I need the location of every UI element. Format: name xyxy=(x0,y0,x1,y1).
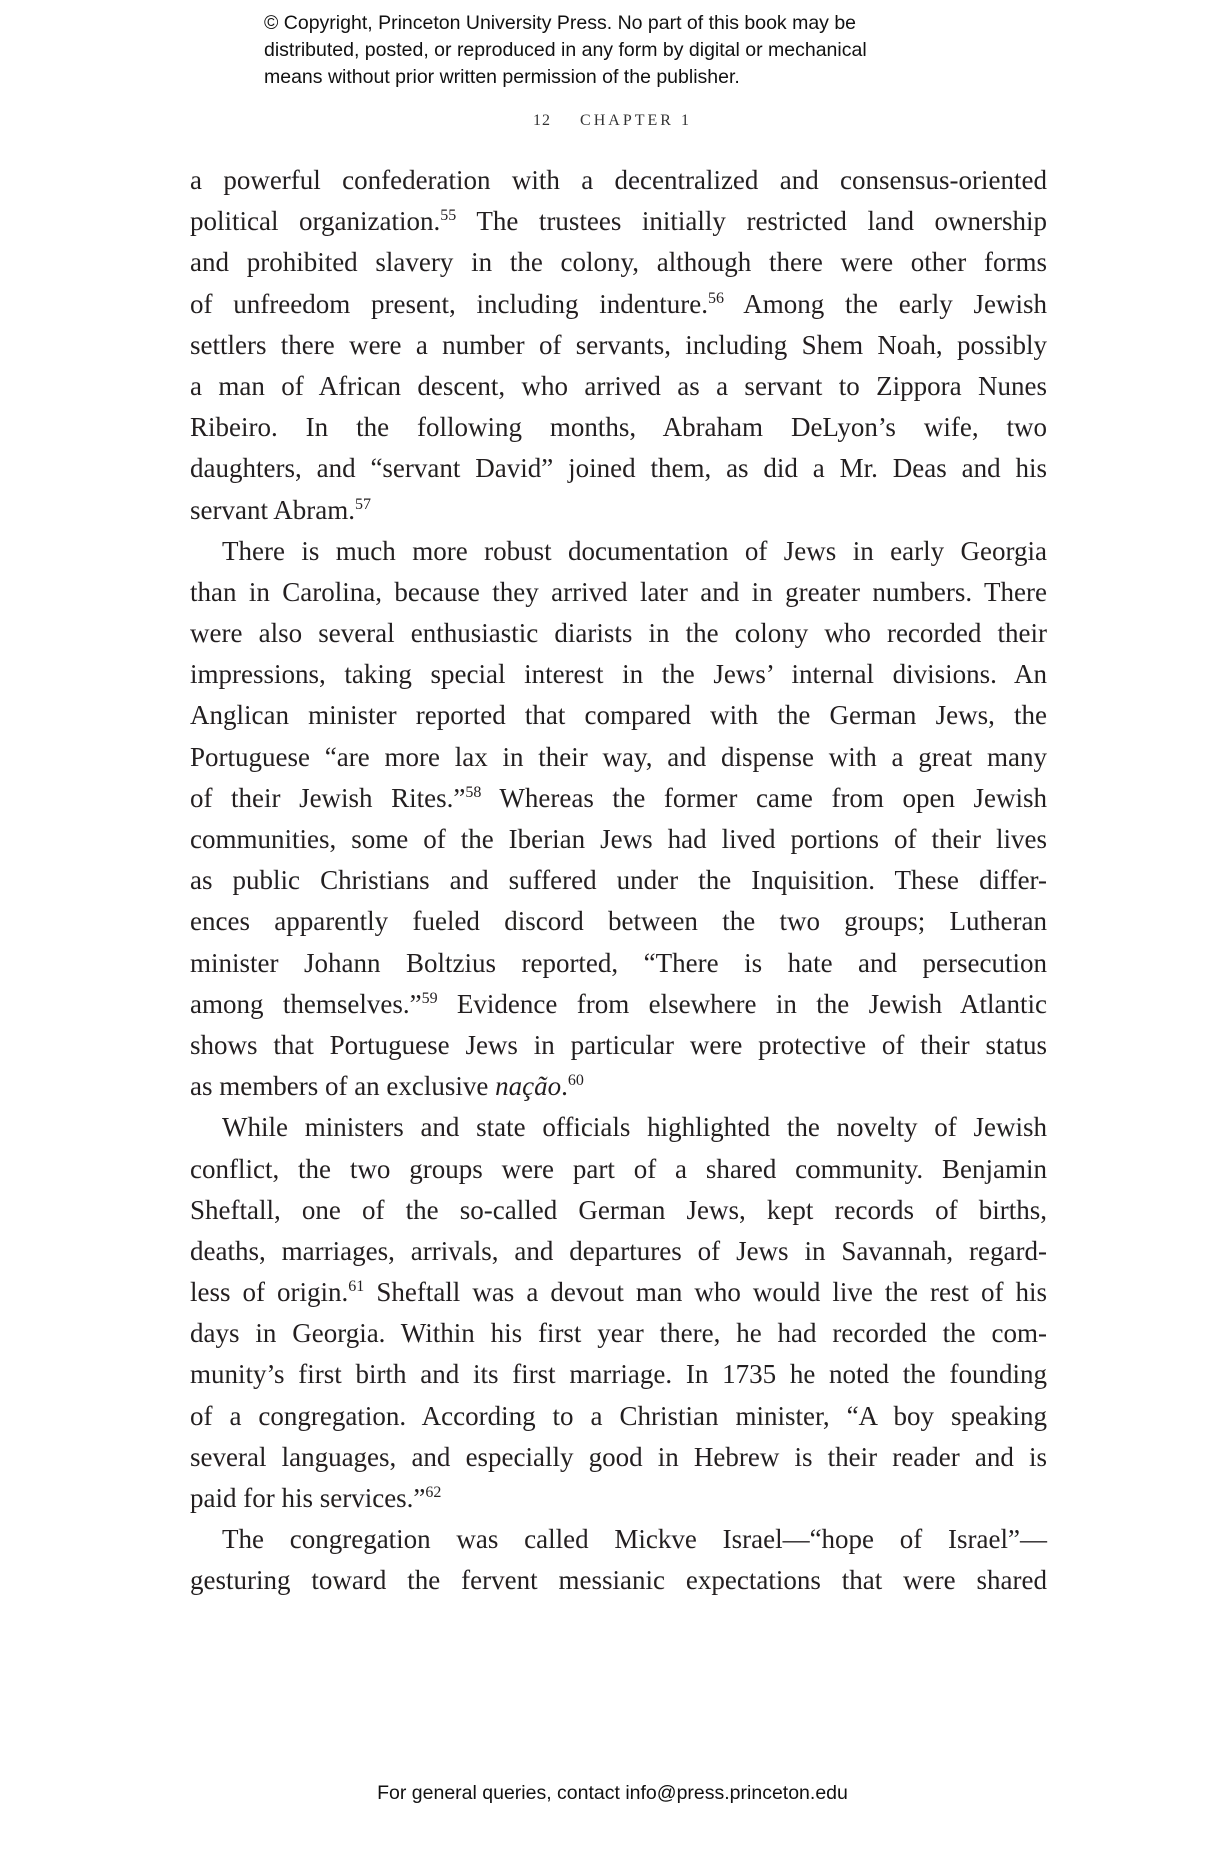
text-segment: political organization. xyxy=(190,206,441,237)
text-line xyxy=(190,572,1047,613)
paragraph xyxy=(190,531,1047,1108)
paragraph xyxy=(190,1107,1047,1519)
text-line xyxy=(190,943,1047,984)
footer-contact: For general queries, contact info@press.princeton.edu xyxy=(377,1782,848,1804)
footnote-ref: 61 xyxy=(348,1278,365,1296)
footnote-ref: 60 xyxy=(567,1072,584,1090)
text-segment: impressions, taking special interest in the Jews’ internal divisions. An xyxy=(190,659,1047,690)
text-segment: a man of African descent, who arrived as a servant to Zippora Nunes xyxy=(190,370,1047,401)
text-segment: of a congregation. According to a Christian minister, “A boy speaking xyxy=(190,1400,1047,1431)
running-head xyxy=(0,112,1225,130)
footnote-ref: 59 xyxy=(421,989,438,1007)
text-line xyxy=(190,984,1047,1025)
footnote-ref: 57 xyxy=(354,495,371,513)
text-line xyxy=(190,284,1047,325)
text-line xyxy=(190,860,1047,901)
text-segment: paid for his services.” xyxy=(190,1483,426,1513)
text-line xyxy=(190,366,1047,407)
text-line xyxy=(190,448,1047,489)
text-segment: less of origin. xyxy=(190,1277,349,1308)
text-segment: a powerful confederation with a decentralized and consensus-oriented xyxy=(190,165,1047,195)
text-segment: . xyxy=(561,1071,568,1102)
text-line xyxy=(190,1437,1047,1478)
text-segment: among themselves.” xyxy=(190,988,422,1019)
copyright-notice xyxy=(264,10,1024,91)
page-number: 12 xyxy=(533,112,552,129)
text-segment: shows that Portuguese Jews in particular were protective of their status xyxy=(190,1029,1047,1060)
text-line xyxy=(190,1190,1047,1231)
paragraph xyxy=(190,1519,1047,1601)
text-line xyxy=(190,778,1047,819)
text-line xyxy=(190,490,1047,531)
text-line xyxy=(190,1149,1047,1190)
text-line xyxy=(190,695,1047,736)
text-segment: Ribeiro. In the following months, Abraham DeLyon’s wife, two xyxy=(190,412,1047,443)
text-segment: Whereas the former came from open Jewish xyxy=(481,782,1047,813)
footnote-ref: 55 xyxy=(440,207,457,225)
text-segment: munity’s first birth and its first marriage. In 1735 he noted the founding xyxy=(190,1359,1047,1390)
text-segment: ences apparently fueled discord between the two groups; Lutheran xyxy=(190,906,1047,937)
text-line xyxy=(190,1354,1047,1395)
text-segment: than in Carolina, because they arrived later and in greater numbers. There xyxy=(190,576,1047,607)
text-segment: Evidence from elsewhere in the Jewish Atlantic xyxy=(437,988,1047,1019)
text-segment: nação xyxy=(495,1071,562,1102)
body-text xyxy=(190,160,1047,1602)
text-segment: of unfreedom present, including indenture. xyxy=(190,288,708,319)
text-line xyxy=(190,1396,1047,1437)
text-line xyxy=(190,1025,1047,1066)
text-line xyxy=(190,1519,1047,1560)
text-segment: The congregation was called Mickve Israel—“hope of Israel”— xyxy=(222,1524,1047,1555)
text-segment: Among the early Jewish xyxy=(723,288,1047,319)
text-segment: Portuguese “are more lax in their way, and dispense with a great many xyxy=(190,741,1047,772)
footnote-ref: 62 xyxy=(425,1484,442,1501)
text-line xyxy=(190,1107,1047,1148)
text-segment: of their Jewish Rites.” xyxy=(190,782,466,813)
text-segment: as public Christians and suffered under the Inquisition. These differ- xyxy=(190,865,1047,896)
copyright-line: means without prior written permission of the publisher. xyxy=(264,66,740,88)
text-line xyxy=(190,1560,1047,1601)
text-segment: While ministers and state officials highlighted the novelty of Jewish xyxy=(222,1112,1047,1143)
text-line xyxy=(190,737,1047,778)
text-line xyxy=(190,613,1047,654)
text-segment: minister Johann Boltzius reported, “There is hate and persecution xyxy=(190,947,1047,978)
text-segment: Anglican minister reported that compared with the German Jews, the xyxy=(190,700,1047,731)
text-line xyxy=(190,1272,1047,1313)
text-segment: as members of an exclusive xyxy=(190,1071,496,1102)
text-segment: The trustees initially restricted land ownership xyxy=(456,206,1047,237)
chapter-label: CHAPTER 1 xyxy=(580,112,692,129)
text-segment: communities, some of the Iberian Jews had lived portions of their lives xyxy=(190,824,1047,854)
text-line xyxy=(190,654,1047,695)
text-line xyxy=(190,201,1047,242)
text-line xyxy=(190,1313,1047,1354)
text-line xyxy=(190,160,1047,201)
text-line xyxy=(190,242,1047,283)
text-line xyxy=(190,1231,1047,1272)
text-line xyxy=(190,819,1047,860)
footnote-ref: 56 xyxy=(707,289,724,307)
footnote-ref: 58 xyxy=(465,783,482,801)
text-segment: several languages, and especially good in Hebrew is their reader and is xyxy=(190,1441,1047,1472)
text-segment: gesturing toward the fervent messianic expectations that were shared xyxy=(190,1565,1047,1596)
text-line xyxy=(190,1478,1047,1519)
text-line xyxy=(190,531,1047,572)
text-segment: conflict, the two groups were part of a shared community. Benjamin xyxy=(190,1153,1047,1184)
text-segment: There is much more robust documentation of Jews in early Georgia xyxy=(222,535,1047,566)
text-segment: Sheftall was a devout man who would live the rest of his xyxy=(364,1277,1047,1308)
copyright-line: © Copyright, Princeton University Press. No part of this book may be xyxy=(264,12,857,34)
text-segment: days in Georgia. Within his first year there, he had recorded the com- xyxy=(190,1318,1047,1349)
paragraph xyxy=(190,160,1047,531)
text-line xyxy=(190,1066,1047,1107)
text-segment: were also several enthusiastic diarists in the colony who recorded their xyxy=(190,618,1047,649)
text-line xyxy=(190,407,1047,448)
text-segment: servant Abram. xyxy=(190,494,355,525)
text-line xyxy=(190,325,1047,366)
text-segment: settlers there were a number of servants, including Shem Noah, possibly xyxy=(190,329,1047,360)
copyright-line: distributed, posted, or reproduced in any form by digital or mechanical xyxy=(264,39,867,61)
text-line xyxy=(190,901,1047,942)
text-segment: deaths, marriages, arrivals, and departures of Jews in Savannah, regard- xyxy=(190,1235,1047,1266)
text-segment: and prohibited slavery in the colony, although there were other forms xyxy=(190,247,1047,278)
text-segment: Sheftall, one of the so-called German Jews, kept records of births, xyxy=(190,1194,1047,1225)
text-segment: daughters, and “servant David” joined them, as did a Mr. Deas and his xyxy=(190,453,1047,484)
